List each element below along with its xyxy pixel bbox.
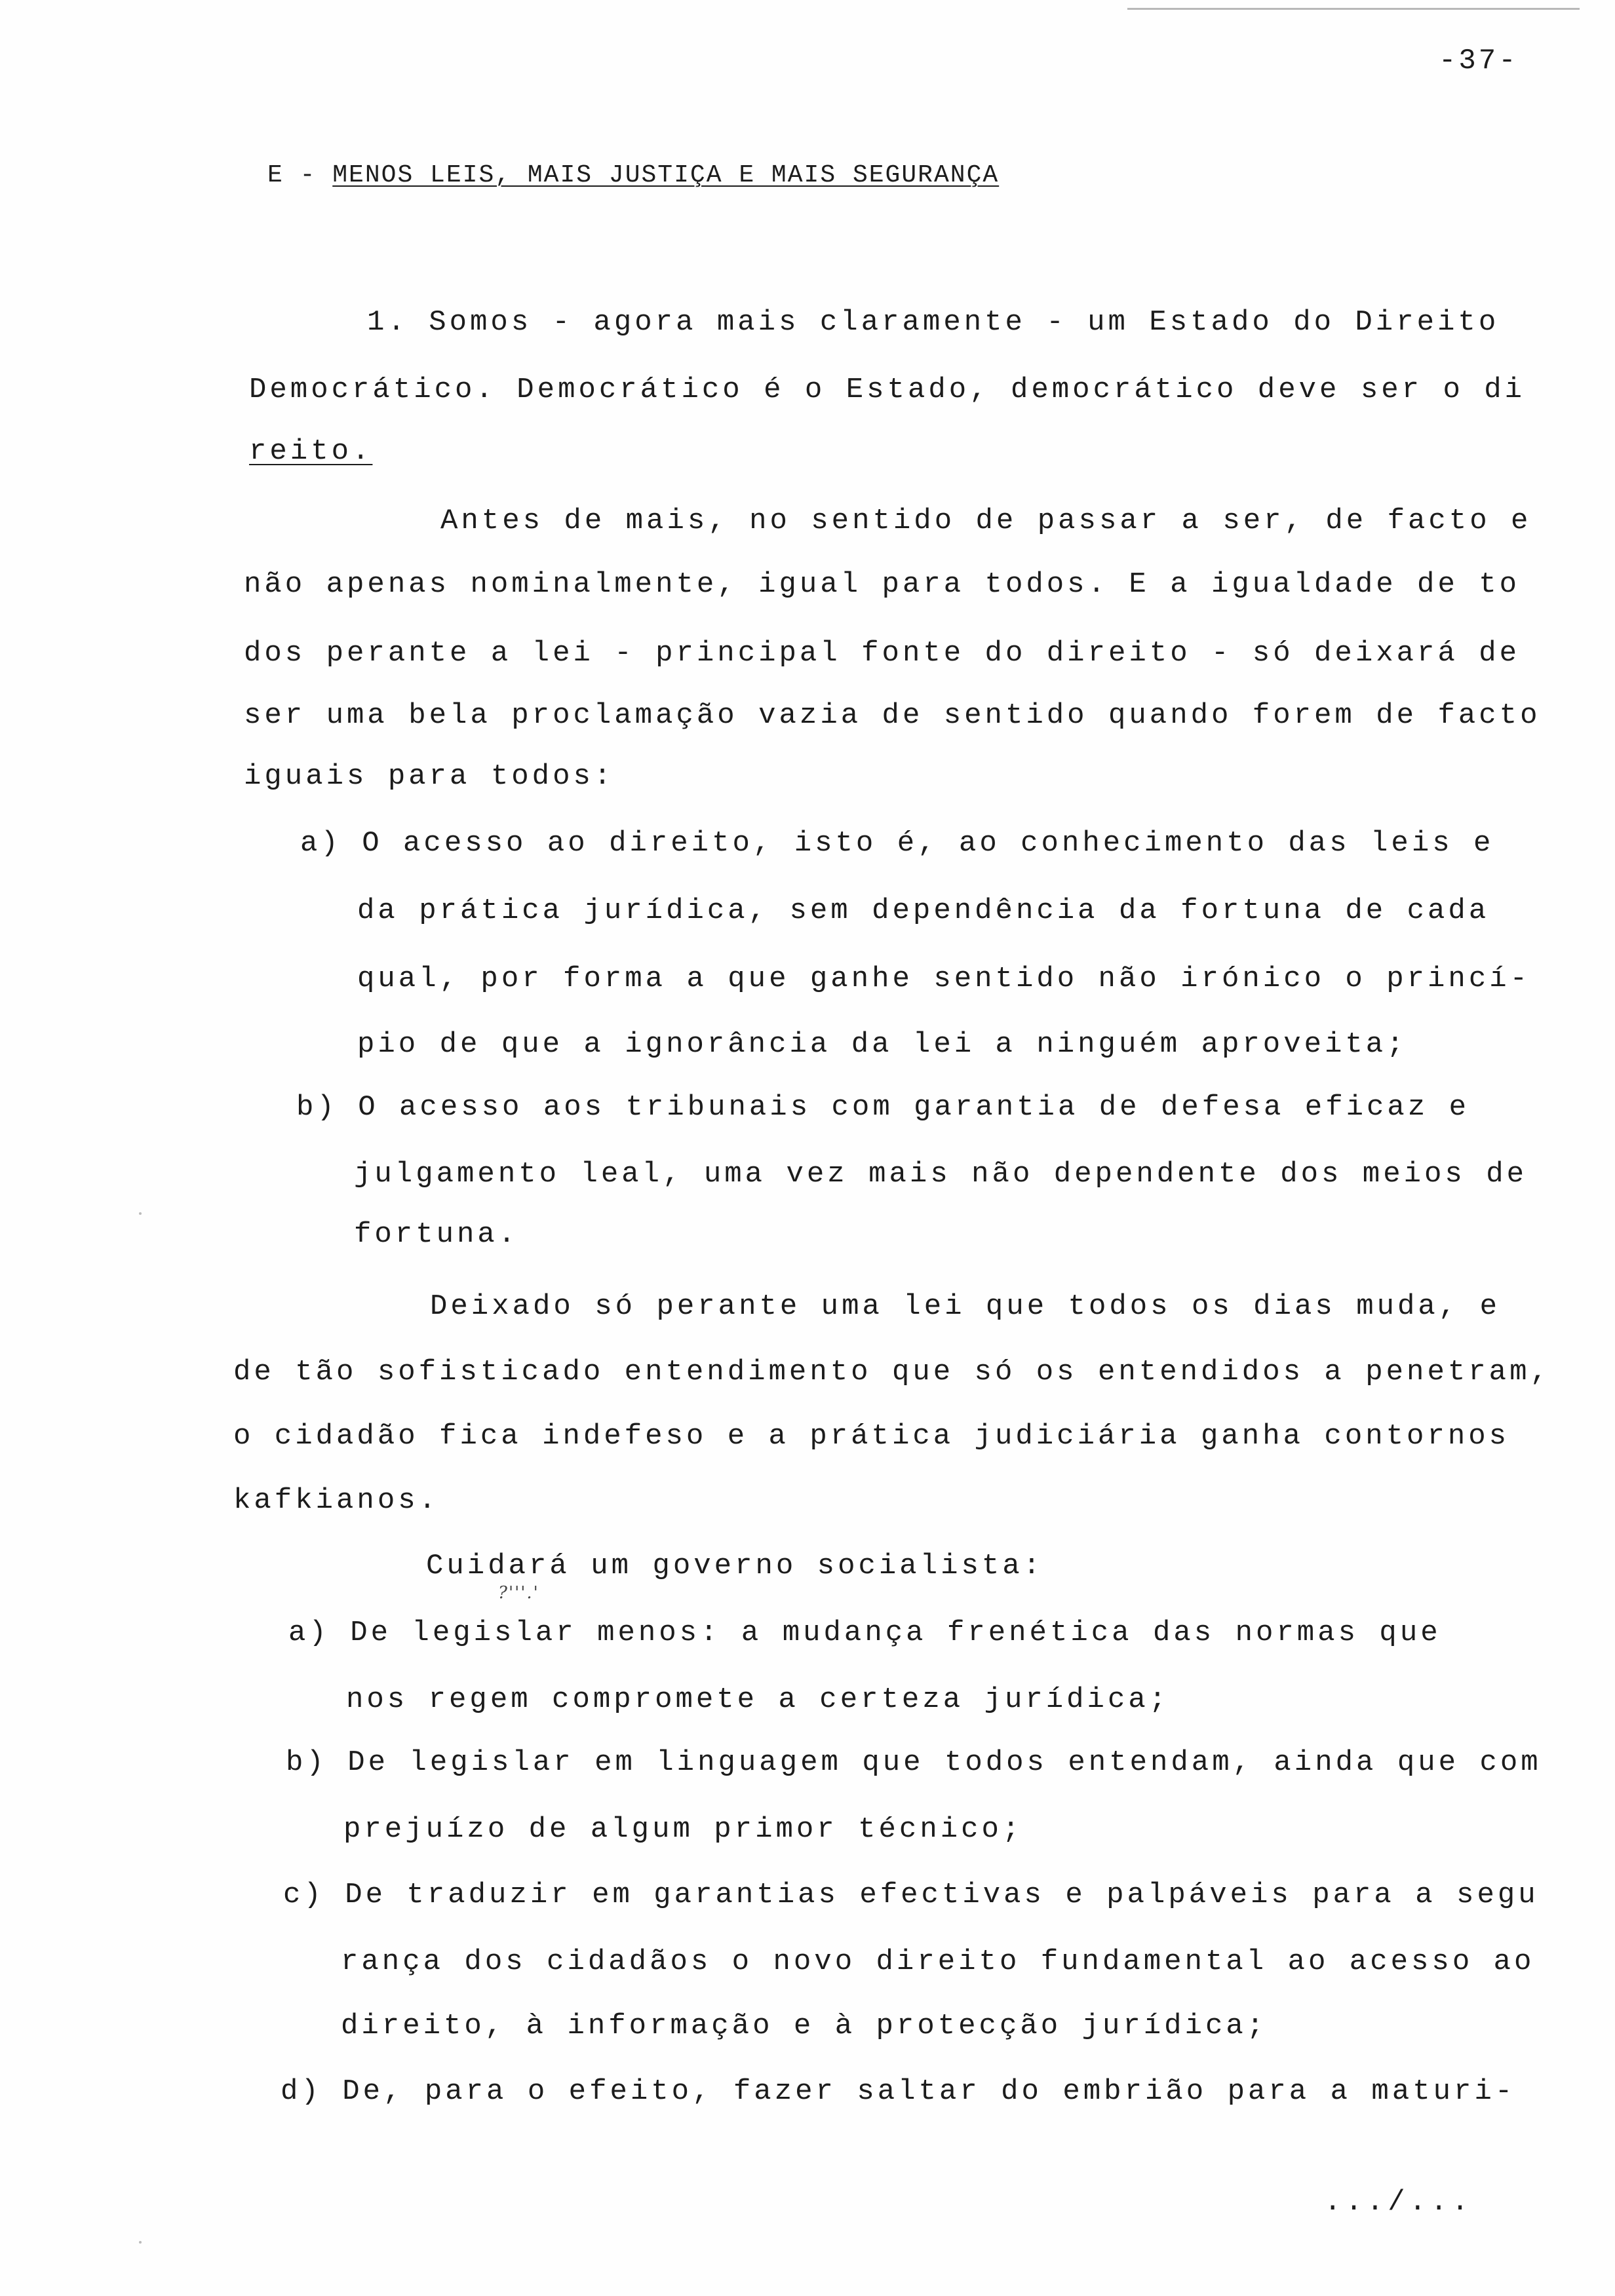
list-item-b2-line-1: b) De legislar em linguagem que todos entendam, ainda que com bbox=[286, 1746, 1542, 1779]
margin-speck bbox=[139, 1212, 142, 1215]
list-item-a2-line-1: a) De legislar menos: a mudança frenética das normas que bbox=[288, 1617, 1441, 1649]
list-item-d2-line-1: d) De, para o efeito, fazer saltar do embrião para a maturi- bbox=[281, 2075, 1516, 2108]
top-edge-rule bbox=[1127, 8, 1580, 10]
continuation-marker: .../... bbox=[1324, 2186, 1473, 2219]
text-line-2: Democrático. Democrático é o Estado, democrático deve ser o di bbox=[249, 373, 1526, 406]
text-line-18: o cidadão fica indefeso e a prática judiciária ganha contornos bbox=[233, 1420, 1510, 1453]
list-item-a-line-2: da prática jurídica, sem dependência da fortuna de cada bbox=[357, 894, 1490, 927]
text-line-8: iguais para todos: bbox=[244, 760, 615, 793]
margin-speck bbox=[139, 2241, 142, 2244]
list-item-c2-line-2: rança dos cidadãos o novo direito fundamental ao acesso ao bbox=[341, 1945, 1535, 1978]
list-item-a-line-4: pio de que a ignorância da lei a ninguém aproveita; bbox=[357, 1028, 1407, 1061]
text-line-20: Cuidará um governo socialista: bbox=[426, 1550, 1044, 1582]
text-line-6: dos perante a lei - principal fonte do direito - só deixará de bbox=[244, 637, 1521, 670]
list-item-b2-line-2: prejuízo de algum primor técnico; bbox=[343, 1813, 1023, 1846]
text-line-7: ser uma bela proclamação vazia de sentido quando forem de facto bbox=[244, 699, 1541, 732]
text-line-4: Antes de mais, no sentido de passar a ser, de facto e bbox=[440, 505, 1532, 537]
list-item-a-line-1: a) O acesso ao direito, isto é, ao conhecimento das leis e bbox=[300, 827, 1494, 860]
list-item-b-line-2: julgamento leal, uma vez mais não dependente dos meios de bbox=[354, 1158, 1528, 1191]
text-line-1: 1. Somos - agora mais claramente - um Estado do Direito bbox=[367, 306, 1500, 339]
text-line-5: não apenas nominalmente, igual para todos. E a igualdade de to bbox=[244, 568, 1521, 601]
list-item-c2-line-1 bbox=[283, 1881, 1539, 1909]
list-item-b-line-1: b) O acesso aos tribunais com garantia de defesa eficaz e bbox=[296, 1091, 1470, 1124]
text-line-16: Deixado só perante uma lei que todos os dias muda, e bbox=[430, 1290, 1501, 1323]
page-number: -37- bbox=[1439, 45, 1519, 77]
section-heading-prefix: E - bbox=[267, 161, 317, 189]
list-item-a2-line-2: nos regem compromete a certeza jurídica; bbox=[346, 1683, 1170, 1716]
text-line-3-underlined: reito. bbox=[249, 435, 373, 468]
section-heading bbox=[267, 161, 999, 189]
text-line-19: kafkianos. bbox=[233, 1484, 440, 1517]
list-item-c2-line-1-text: c) De traduzir em garantias efectivas e palpáveis para a segu bbox=[283, 1879, 1539, 1911]
handwritten-annotation: ?'''.' bbox=[498, 1583, 539, 1603]
list-item-c2-line-3: direito, à informação e à protecção jurídica; bbox=[341, 2010, 1268, 2042]
section-heading-title: MENOS LEIS, MAIS JUSTIÇA E MAIS SEGURANÇA bbox=[332, 161, 1000, 189]
text-line-17: de tão sofisticado entendimento que só os entendidos a penetram, bbox=[233, 1356, 1551, 1388]
list-item-b-line-3: fortuna. bbox=[354, 1218, 519, 1251]
text-line-3 bbox=[249, 437, 372, 466]
list-item-a-line-3: qual, por forma a que ganhe sentido não irónico o princí- bbox=[357, 963, 1531, 995]
